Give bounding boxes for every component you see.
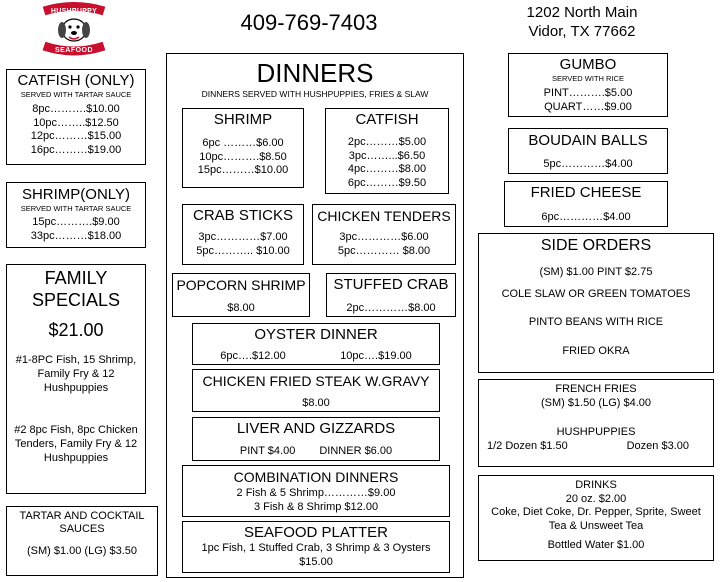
shrimp-dinner-item: 6pc ………$6.00 <box>202 137 284 149</box>
shrimp-only-subtitle: SERVED WITH TARTAR SAUCE <box>20 204 132 213</box>
popcorn-shrimp-box <box>172 273 310 317</box>
boudain-balls-box <box>508 128 668 174</box>
chicken-fried-steak-price: $8.00 <box>302 397 330 409</box>
crab-sticks-title: CRAB STICKS <box>192 207 294 224</box>
fried-cheese-title: FRIED CHEESE <box>530 184 642 201</box>
family-specials-box <box>6 264 146 494</box>
french-fries-box <box>478 379 714 467</box>
catfish-only-item: 16pc………$19.00 <box>30 143 122 156</box>
address-city: Vidor, TX 77662 <box>528 23 636 40</box>
crab-sticks-box <box>182 204 304 265</box>
shrimp-dinner-title: SHRIMP <box>213 111 273 128</box>
gumbo-item: PINT……….$5.00 <box>543 87 633 99</box>
liver-gizzards-pint: PINT $4.00 <box>239 445 296 457</box>
catfish-only-item: 8pc……….$10.00 <box>32 103 120 115</box>
catfish-dinner-box <box>325 108 449 194</box>
shrimp-only-title: SHRIMP(ONLY) <box>21 186 131 203</box>
oyster-dinner-title: OYSTER DINNER <box>254 326 378 343</box>
chicken-tenders-box <box>312 204 456 265</box>
address-street: 1202 North Main <box>526 4 638 21</box>
side-orders-price: (SM) $1.00 PINT $2.75 <box>539 266 653 278</box>
seafood-platter-box <box>182 521 450 573</box>
catfish-dinner-item: 3pc……...$6.50 <box>348 149 426 162</box>
restaurant-logo <box>40 2 108 56</box>
sauces-title: TARTAR AND COCKTAIL SAUCES <box>19 510 145 535</box>
bottled-water-price: Bottled Water $1.00 <box>547 539 645 551</box>
chicken-fried-steak-title: CHICKEN FRIED STEAK W.GRAVY <box>202 373 430 389</box>
oyster-dinner-small: 6pc….$12.00 <box>220 350 286 362</box>
stuffed-crab-price: 2pc…………$8.00 <box>346 302 436 314</box>
oyster-dinner-box <box>192 323 440 365</box>
combination-dinners-box <box>182 465 450 517</box>
catfish-only-title: CATFISH (ONLY) <box>17 72 135 89</box>
fried-cheese-box <box>504 181 668 227</box>
crab-sticks-item: 3pc…………$7.00 <box>198 231 288 243</box>
hushpuppy-dog-logo <box>40 2 108 56</box>
family-specials-title-1: FAMILY <box>44 268 108 288</box>
shrimp-only-item: 15pc……….$9.00 <box>32 216 120 228</box>
gumbo-title: GUMBO <box>559 56 617 73</box>
catfish-dinner-item: 2pc………$5.00 <box>347 136 427 148</box>
crab-sticks-item: 5pc……….. $10.00 <box>196 244 290 257</box>
gumbo-subtitle: SERVED WITH RICE <box>552 74 624 83</box>
hushpuppies-half-dozen: 1/2 Dozen $1.50 <box>487 439 568 452</box>
family-special-2: #2 8pc Fish, 8pc Chicken Tenders, Family Fry & 12 Hushpuppies <box>14 424 138 464</box>
popcorn-shrimp-title: POPCORN SHRIMP <box>176 277 306 293</box>
seafood-platter-desc: 1pc Fish, 1 Stuffed Crab, 3 Shrimp & 3 Oysters <box>201 542 431 554</box>
catfish-only-item: 12pc………$15.00 <box>30 130 122 142</box>
family-special-1: #1-8PC Fish, 15 Shrimp, Family Fry & 12 Hushpuppies <box>15 354 137 394</box>
stuffed-crab-box <box>326 273 456 317</box>
popcorn-shrimp-price: $8.00 <box>227 302 255 314</box>
stuffed-crab-title: STUFFED CRAB <box>333 276 449 293</box>
sauces-price: (SM) $1.00 (LG) $3.50 <box>26 545 138 557</box>
address <box>500 3 664 41</box>
liver-gizzards-box <box>192 417 440 461</box>
svg-text:HUSHPUPPY: HUSHPUPPY <box>50 8 98 15</box>
shrimp-only-item: 33pc………$18.00 <box>30 229 122 242</box>
dinners-title: DINNERS <box>256 58 374 88</box>
phone-number: 409-769-7403 <box>240 10 378 35</box>
side-orders-box <box>478 233 714 373</box>
hushpuppies-title: HUSHPUPPIES <box>556 426 636 438</box>
chicken-tenders-item: 3pc…………$6.00 <box>339 231 429 243</box>
sauces-box <box>6 506 158 576</box>
drinks-box <box>478 475 714 561</box>
chicken-tenders-title: CHICKEN TENDERS <box>317 208 451 224</box>
catfish-dinner-item: 6pc………$9.50 <box>347 176 427 189</box>
gumbo-item: QUART……$9.00 <box>544 100 632 113</box>
shrimp-dinner-box <box>182 108 304 188</box>
chicken-tenders-item: 5pc………… $8.00 <box>337 244 431 257</box>
dinners-subtitle: DINNERS SERVED WITH HUSHPUPPIES, FRIES & SLAW <box>201 89 429 99</box>
liver-gizzards-dinner: DINNER $6.00 <box>319 445 393 457</box>
hushpuppies-dozen: Dozen $3.00 <box>626 439 689 452</box>
side-order-item: FRIED OKRA <box>562 344 630 357</box>
drinks-size-price: 20 oz. $2.00 <box>565 492 627 505</box>
seafood-platter-title: SEAFOOD PLATTER <box>244 524 388 541</box>
catfish-only-subtitle: SERVED WITH TARTAR SAUCE <box>20 90 132 99</box>
boudain-balls-title: BOUDAIN BALLS <box>528 132 648 149</box>
drinks-title: DRINKS <box>575 479 617 491</box>
shrimp-only-box <box>6 182 146 248</box>
catfish-dinner-item: 4pc………$8.00 <box>347 163 427 175</box>
combination-dinners-title: COMBINATION DINNERS <box>233 469 399 485</box>
shrimp-dinner-item: 10pc……….$8.50 <box>199 150 287 163</box>
fried-cheese-price: 6pc…………$4.00 <box>541 211 631 223</box>
side-orders-title: SIDE ORDERS <box>540 237 652 254</box>
catfish-only-box <box>6 69 146 165</box>
french-fries-title: FRENCH FRIES <box>555 383 637 395</box>
family-specials-price: $21.00 <box>48 320 104 340</box>
side-order-item: PINTO BEANS WITH RICE <box>528 316 664 328</box>
svg-text:SEAFOOD: SEAFOOD <box>54 47 94 54</box>
drinks-list: Coke, Diet Coke, Dr. Pepper, Sprite, Sweet Tea & Unsweet Tea <box>491 506 701 532</box>
gumbo-box <box>508 53 668 117</box>
french-fries-price: (SM) $1.50 (LG) $4.00 <box>540 396 652 409</box>
side-order-item: COLE SLAW OR GREEN TOMATOES <box>501 287 691 300</box>
family-specials-title-2: SPECIALS <box>31 290 121 310</box>
combination-item: 2 Fish & 5 Shrimp…………$9.00 <box>236 487 396 499</box>
shrimp-dinner-item: 15pc………$10.00 <box>197 164 289 176</box>
boudain-balls-price: 5pc…………$4.00 <box>543 158 633 170</box>
oyster-dinner-large: 10pc….$19.00 <box>340 350 412 362</box>
combination-item: 3 Fish & 8 Shrimp $12.00 <box>253 500 379 513</box>
catfish-dinner-title: CATFISH <box>355 111 419 128</box>
chicken-fried-steak-box <box>192 369 440 412</box>
catfish-only-item: 10pc……..$12.50 <box>33 116 119 129</box>
liver-gizzards-title: LIVER AND GIZZARDS <box>236 420 396 437</box>
seafood-platter-price: $15.00 <box>299 555 333 568</box>
